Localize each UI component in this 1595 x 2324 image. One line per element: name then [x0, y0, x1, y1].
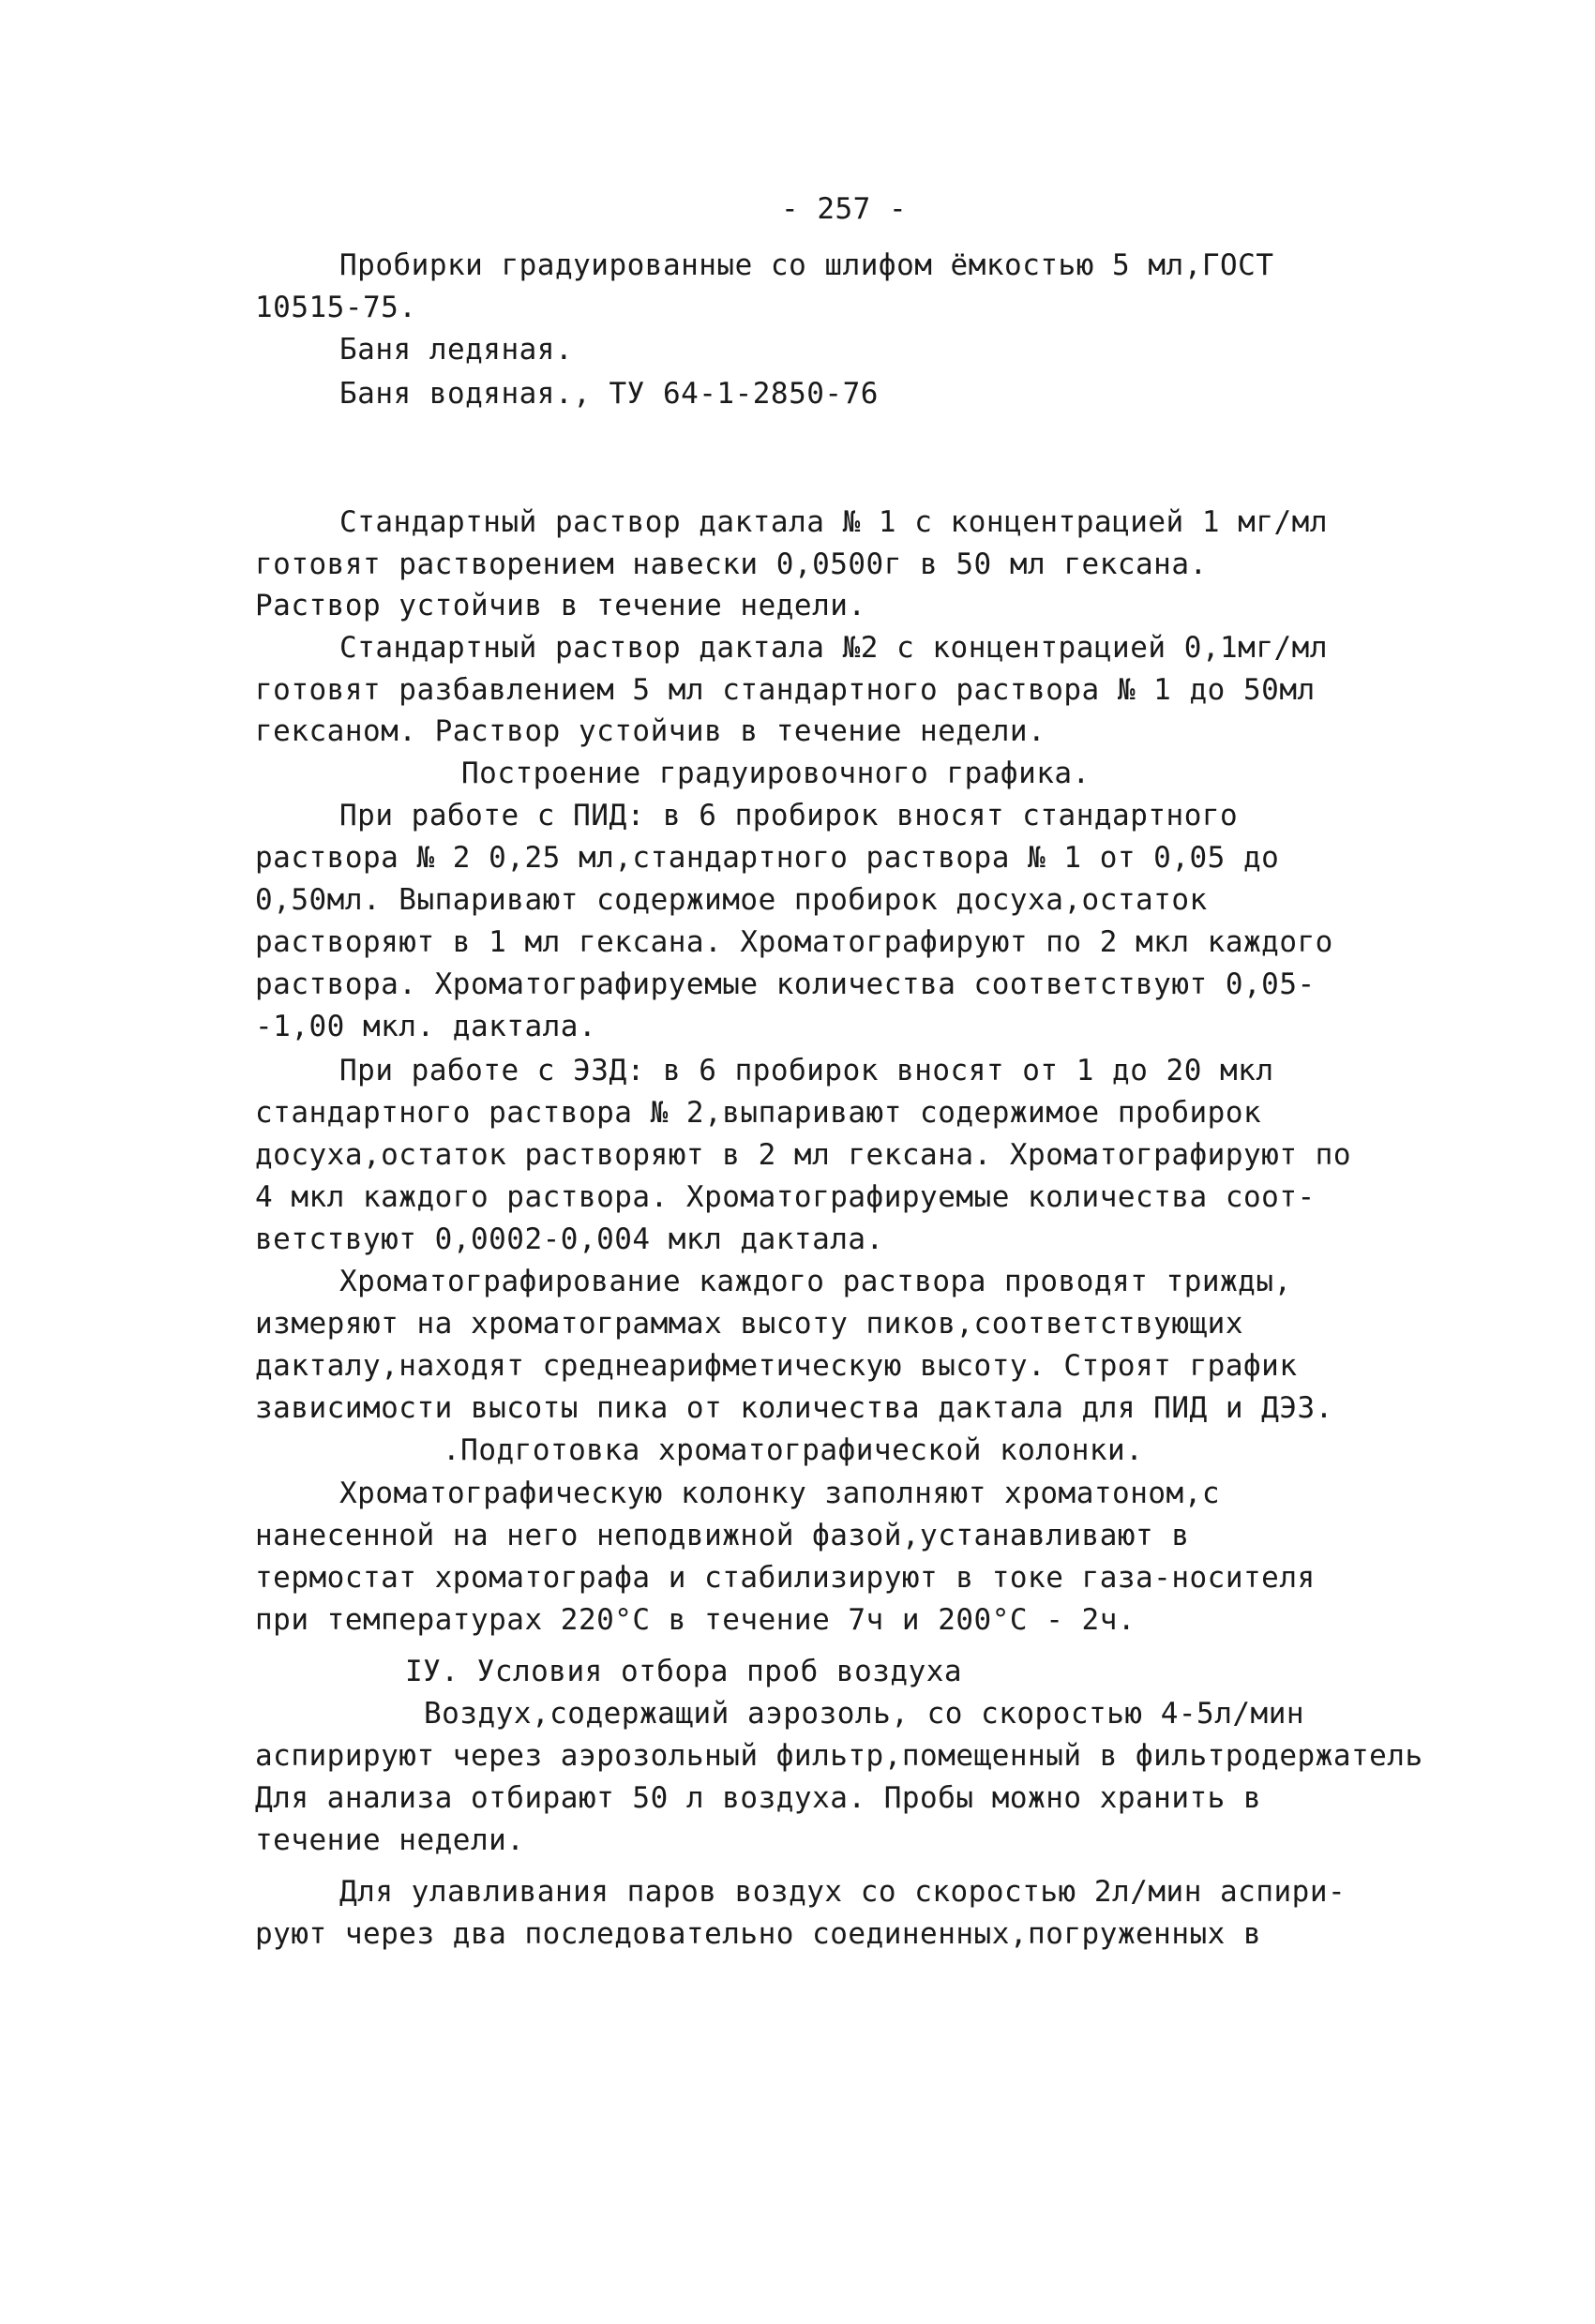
- text-line: Стандартный раствор дактала №2 с концентрацией 0,1мг/мл: [339, 631, 1328, 665]
- text-line: досуха,остаток растворяют в 2 мл гексана. Хроматографируют по: [255, 1138, 1351, 1172]
- text-line: Пробирки градуированные со шлифом ёмкостью 5 мл,ГОСТ: [339, 248, 1274, 282]
- text-line: Для анализа отбирают 50 л воздуха. Пробы можно хранить в: [255, 1781, 1262, 1815]
- text-line: Стандартный раствор дактала № 1 с концентрацией 1 мг/мл: [339, 505, 1328, 539]
- text-line: Раствор устойчив в течение недели.: [255, 589, 866, 622]
- text-line: течение недели.: [255, 1823, 525, 1857]
- text-line: готовят разбавлением 5 мл стандартного раствора № 1 до 50мл: [255, 673, 1316, 707]
- text-line: 4 мкл каждого раствора. Хроматографируемые количества соот-: [255, 1180, 1316, 1214]
- text-line: Для улавливания паров воздух со скоростью 2л/мин аспири-: [339, 1875, 1347, 1909]
- text-line: При работе с ЭЗД: в 6 пробирок вносят от 1 до 20 мкл: [339, 1054, 1274, 1087]
- text-line: 0,50мл. Выпаривают содержимое пробирок досуха,остаток: [255, 883, 1208, 917]
- text-line: растворяют в 1 мл гексана. Хроматографируют по 2 мкл каждого: [255, 925, 1333, 959]
- text-line: нанесенной на него неподвижной фазой,устанавливают в: [255, 1519, 1190, 1552]
- text-line: зависимости высоты пика от количества дактала для ПИД и ДЭЗ.: [255, 1391, 1333, 1425]
- text-line: Хроматографическую колонку заполняют хроматоном,с: [339, 1477, 1221, 1510]
- text-line: при температурах 220°С в течение 7ч и 200°С - 2ч.: [255, 1603, 1136, 1637]
- text-line: дакталу,находят среднеарифметическую высоту. Строят график: [255, 1349, 1298, 1383]
- text-line: Воздух,содержащий аэрозоль, со скоростью 4-5л/мин: [424, 1697, 1305, 1731]
- text-line: аспирируют через аэрозольный фильтр,помещенный в фильтродержатель: [255, 1739, 1423, 1773]
- text-line: Баня ледяная.: [339, 333, 574, 367]
- text-line: стандартного раствора № 2,выпаривают содержимое пробирок: [255, 1096, 1262, 1130]
- text-line: 10515-75.: [255, 291, 417, 324]
- text-line: Хроматографирование каждого раствора проводят трижды,: [339, 1265, 1292, 1298]
- section-heading: .Подготовка хроматографической колонки.: [443, 1433, 1144, 1467]
- text-line: -1,00 мкл. дактала.: [255, 1010, 597, 1043]
- text-line: готовят растворением навески 0,0500г в 50 мл гексана.: [255, 547, 1208, 581]
- page-number: - 257 -: [781, 192, 908, 226]
- text-line: гексаном. Раствор устойчив в течение недели.: [255, 714, 1046, 748]
- text-line: термостат хроматографа и стабилизируют в токе газа-носителя: [255, 1561, 1316, 1595]
- section-heading: Построение градуировочного графика.: [461, 757, 1091, 790]
- text-line: руют через два последовательно соединенных,погруженных в: [255, 1917, 1262, 1951]
- text-line: раствора № 2 0,25 мл,стандартного раствора № 1 от 0,05 до: [255, 841, 1280, 875]
- text-line: Баня водяная., ТУ 64-1-2850-76: [339, 377, 879, 411]
- section-heading: IУ. Условия отбора проб воздуха: [405, 1655, 963, 1688]
- text-line: измеряют на хроматограммах высоту пиков,соответствующих: [255, 1307, 1243, 1341]
- text-line: ветствуют 0,0002-0,004 мкл дактала.: [255, 1222, 884, 1256]
- text-line: раствора. Хроматографируемые количества соответствуют 0,05-: [255, 967, 1316, 1001]
- text-line: При работе с ПИД: в 6 пробирок вносят стандартного: [339, 799, 1239, 832]
